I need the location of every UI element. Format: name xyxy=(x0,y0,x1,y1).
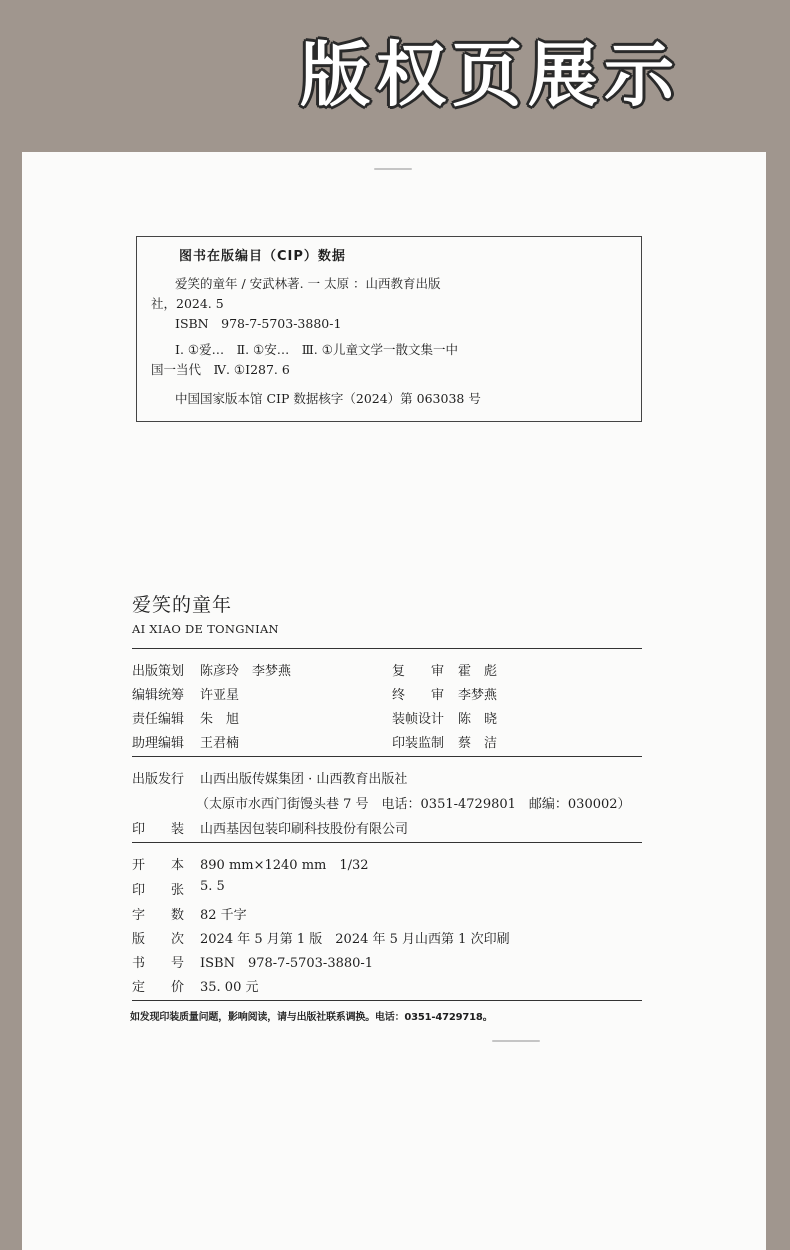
publisher-name: 山西出版传媒集团 · 山西教育出版社 xyxy=(200,772,408,787)
cip-line: 社，2024. 5 xyxy=(151,296,224,311)
spec-label: 版 次 xyxy=(132,932,185,947)
cip-line: 中国国家版本馆 CIP 数据核字（2024）第 063038 号 xyxy=(175,391,481,406)
book-title-pinyin: AI XIAO DE TONGNIAN xyxy=(132,622,279,636)
staff-value: 陈 晓 xyxy=(458,712,498,727)
divider xyxy=(132,842,642,843)
paper-speck xyxy=(374,168,412,170)
staff-label: 出版策划 xyxy=(132,664,185,679)
cip-line: ISBN 978-7-5703-3880-1 xyxy=(175,316,342,331)
cip-line: 爱笑的童年 / 安武林著. 一 太原 ：山西教育出版 xyxy=(175,276,441,291)
staff-value: 许亚星 xyxy=(200,688,240,703)
spec-label: 印 张 xyxy=(132,883,185,898)
staff-value: 朱 旭 xyxy=(200,712,240,727)
spec-value: 5. 5 xyxy=(200,879,225,894)
divider xyxy=(132,648,642,649)
spec-value: 82 千字 xyxy=(200,908,247,923)
spec-label: 书 号 xyxy=(132,956,185,971)
staff-label: 编辑统筹 xyxy=(132,688,185,703)
spec-label: 字 数 xyxy=(132,908,185,923)
spec-value: ISBN 978-7-5703-3880-1 xyxy=(200,956,374,971)
publisher-address: （太原市水西门街馒头巷 7 号 电话：0351-4729801 邮编：030002） xyxy=(196,797,631,812)
staff-value: 霍 彪 xyxy=(458,664,498,679)
staff-value: 王君楠 xyxy=(200,736,240,751)
staff-label: 装帧设计 xyxy=(392,712,445,727)
spec-value: 35. 00 元 xyxy=(200,980,259,995)
staff-label: 责任编辑 xyxy=(132,712,185,727)
spec-value: 2024 年 5 月第 1 版 2024 年 5 月山西第 1 次印刷 xyxy=(200,932,510,947)
staff-label: 复 审 xyxy=(392,664,445,679)
quality-notice: 如发现印装质量问题，影响阅读，请与出版社联系调换。电话：0351-4729718。 xyxy=(130,1012,493,1023)
publish-label: 出版发行 xyxy=(132,772,185,787)
staff-label: 终 审 xyxy=(392,688,445,703)
spec-label: 开 本 xyxy=(132,858,185,873)
staff-value: 蔡 洁 xyxy=(458,736,498,751)
divider xyxy=(132,1000,642,1001)
cip-line: Ⅰ. ①爱… Ⅱ. ①安… Ⅲ. ①儿童文学一散文集一中 xyxy=(175,342,458,357)
spec-label: 定 价 xyxy=(132,980,185,995)
book-title: 爱笑的童年 xyxy=(132,594,233,616)
staff-label: 助理编辑 xyxy=(132,736,185,751)
spec-value: 890 mm×1240 mm 1/32 xyxy=(200,858,369,873)
paper-speck xyxy=(492,1040,540,1042)
cip-heading: 图书在版编目（CIP）数据 xyxy=(179,249,346,264)
divider xyxy=(132,756,642,757)
banner-title: 版权页展示 xyxy=(300,34,680,116)
staff-value: 陈彦玲 李梦燕 xyxy=(200,664,292,679)
print-label: 印 装 xyxy=(132,822,185,837)
cip-data-box xyxy=(136,236,642,422)
staff-label: 印装监制 xyxy=(392,736,445,751)
cip-line: 国一当代 Ⅳ. ①I287. 6 xyxy=(151,362,290,377)
staff-value: 李梦燕 xyxy=(458,688,498,703)
copyright-page xyxy=(22,152,766,1250)
printer-name: 山西基因包装印刷科技股份有限公司 xyxy=(200,822,409,837)
